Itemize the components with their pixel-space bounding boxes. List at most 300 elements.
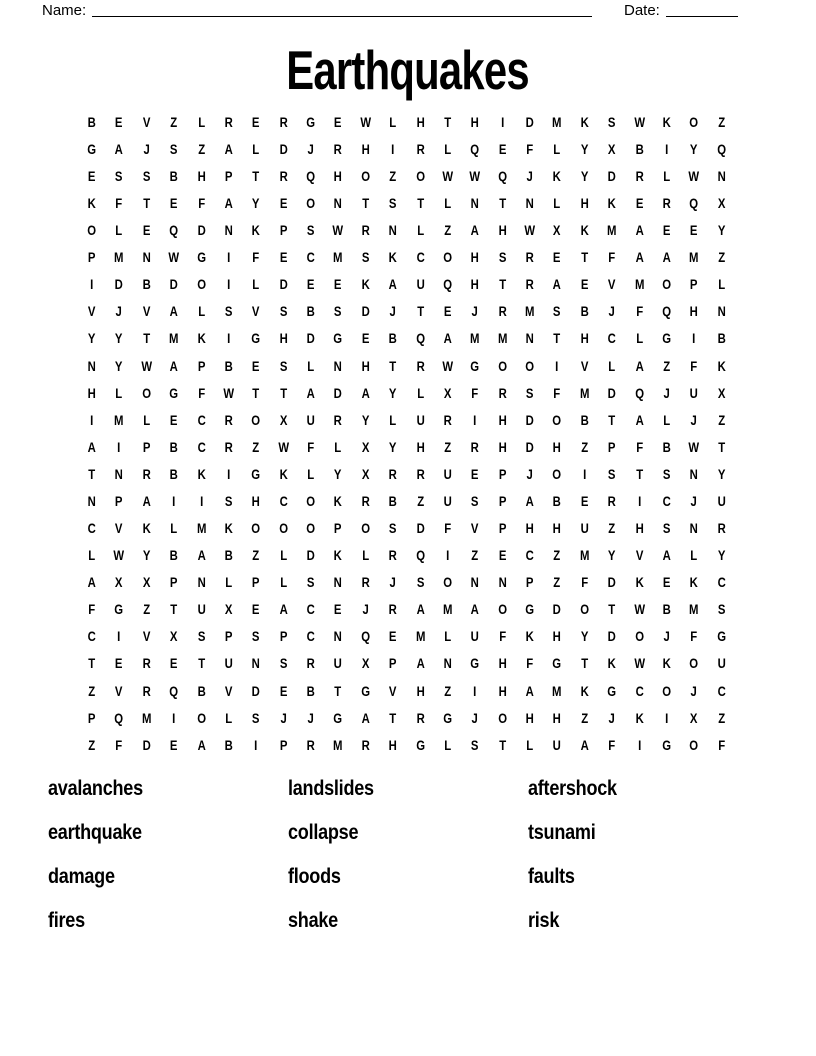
- grid-letter: L: [307, 466, 315, 482]
- grid-letter: P: [87, 710, 96, 726]
- grid-letter: R: [635, 168, 644, 184]
- grid-letter: O: [689, 737, 699, 753]
- grid-letter: I: [226, 466, 231, 482]
- grid-letter: Q: [306, 168, 316, 184]
- grid-letter: D: [416, 521, 425, 537]
- grid-letter: I: [473, 412, 477, 428]
- grid-letter: D: [142, 737, 151, 753]
- grid-letter: N: [142, 250, 151, 266]
- grid-letter: R: [224, 412, 233, 428]
- grid-letter: A: [361, 385, 370, 401]
- grid-letter: K: [525, 629, 534, 645]
- grid-letter: H: [416, 683, 425, 699]
- grid-letter: O: [142, 385, 151, 401]
- grid-letter: J: [663, 629, 670, 645]
- grid-letter: E: [170, 412, 178, 428]
- grid-letter: C: [279, 493, 288, 509]
- grid-letter: Z: [717, 710, 725, 726]
- grid-letter: K: [142, 521, 151, 537]
- grid-letter: F: [690, 629, 698, 645]
- grid-letter: R: [443, 412, 452, 428]
- grid-letter: A: [224, 196, 233, 212]
- word-item: damage: [48, 864, 115, 888]
- grid-letter: G: [251, 466, 261, 482]
- grid-letter: Z: [717, 250, 725, 266]
- word-item: aftershock: [528, 776, 617, 800]
- grid-letter: X: [717, 196, 726, 212]
- grid-letter: A: [580, 737, 589, 753]
- grid-letter: B: [388, 493, 397, 509]
- name-blank-line: [92, 2, 592, 17]
- grid-letter: P: [525, 575, 534, 591]
- grid-letter: Y: [717, 223, 726, 239]
- grid-letter: L: [279, 575, 287, 591]
- grid-letter: N: [470, 575, 480, 591]
- grid-letter: N: [333, 575, 343, 591]
- word-list-column: [528, 776, 768, 952]
- grid-letter: M: [114, 412, 124, 428]
- grid-letter: U: [580, 521, 589, 537]
- grid-letter: Q: [662, 304, 671, 320]
- grid-letter: Q: [470, 141, 480, 157]
- grid-letter: H: [552, 439, 562, 455]
- grid-letter: H: [251, 493, 261, 509]
- word-item: risk: [528, 908, 560, 932]
- grid-letter: I: [226, 331, 231, 347]
- grid-letter: E: [690, 223, 698, 239]
- grid-letter: T: [142, 331, 150, 347]
- grid-letter: U: [416, 412, 425, 428]
- grid-letter: A: [443, 331, 452, 347]
- grid-letter: E: [662, 575, 671, 591]
- grid-letter: Y: [361, 412, 370, 428]
- grid-letter: N: [717, 304, 726, 320]
- grid-letter: W: [277, 439, 289, 455]
- grid-letter: M: [579, 385, 590, 401]
- grid-letter: T: [444, 114, 452, 130]
- grid-letter: K: [580, 683, 589, 699]
- grid-letter: T: [142, 196, 150, 212]
- date-label: Date:: [624, 2, 660, 19]
- grid-letter: F: [608, 250, 616, 266]
- grid-letter: M: [552, 114, 562, 130]
- grid-letter: D: [306, 331, 315, 347]
- grid-letter: B: [142, 277, 151, 293]
- grid-letter: G: [333, 710, 343, 726]
- grid-letter: L: [553, 196, 561, 212]
- grid-letter: J: [389, 304, 396, 320]
- grid-letter: B: [169, 548, 178, 564]
- grid-letter: T: [279, 385, 287, 401]
- grid-letter: E: [334, 277, 342, 293]
- grid-letter: W: [113, 548, 125, 564]
- title-container: [0, 38, 816, 102]
- grid-letter: I: [117, 629, 121, 645]
- grid-letter: C: [607, 331, 616, 347]
- grid-letter: N: [197, 575, 206, 591]
- grid-letter: L: [389, 412, 397, 428]
- grid-letter: Q: [361, 629, 370, 645]
- grid-letter: L: [142, 412, 150, 428]
- grid-letter: U: [717, 493, 726, 509]
- grid-letter: I: [473, 683, 477, 699]
- grid-letter: R: [361, 493, 370, 509]
- grid-letter: L: [635, 331, 643, 347]
- grid-letter: J: [471, 710, 479, 726]
- grid-letter: W: [442, 168, 453, 184]
- grid-letter: V: [115, 521, 123, 537]
- grid-letter: Z: [580, 439, 588, 455]
- grid-letter: E: [334, 114, 342, 130]
- grid-letter: E: [252, 114, 260, 130]
- grid-letter: A: [662, 250, 671, 266]
- grid-letter: X: [690, 710, 698, 726]
- grid-letter: G: [333, 331, 343, 347]
- grid-letter: W: [688, 439, 700, 455]
- grid-letter: Y: [580, 168, 589, 184]
- grid-letter: Z: [88, 683, 96, 699]
- grid-letter: V: [580, 358, 589, 374]
- grid-letter: M: [579, 548, 590, 564]
- grid-letter: H: [333, 168, 343, 184]
- grid-letter: K: [607, 196, 616, 212]
- grid-letter: Q: [169, 223, 179, 239]
- grid-letter: X: [361, 439, 370, 455]
- grid-letter: T: [580, 250, 588, 266]
- grid-letter: H: [361, 358, 370, 374]
- grid-letter: W: [360, 114, 371, 130]
- grid-letter: Z: [170, 114, 178, 130]
- grid-letter: Q: [497, 168, 507, 184]
- grid-letter: E: [580, 493, 589, 509]
- grid-letter: A: [224, 141, 233, 157]
- grid-letter: E: [471, 466, 479, 482]
- grid-letter: G: [361, 683, 370, 699]
- grid-letter: D: [306, 548, 315, 564]
- grid-letter: O: [361, 521, 370, 537]
- grid-letter: D: [607, 385, 616, 401]
- grid-letter: S: [279, 656, 288, 672]
- page-title: Earthquakes: [286, 39, 530, 101]
- grid-letter: H: [498, 223, 507, 239]
- grid-letter: P: [279, 629, 288, 645]
- grid-letter: L: [526, 737, 534, 753]
- grid-letter: K: [580, 114, 589, 130]
- grid-letter: X: [608, 141, 616, 157]
- grid-letter: E: [87, 168, 96, 184]
- grid-letter: B: [662, 602, 671, 618]
- word-item: collapse: [288, 820, 359, 844]
- grid-letter: D: [607, 168, 616, 184]
- grid-letter: I: [90, 277, 94, 293]
- grid-letter: P: [224, 629, 233, 645]
- grid-letter: I: [226, 250, 231, 266]
- grid-letter: T: [252, 385, 260, 401]
- grid-letter: E: [553, 250, 561, 266]
- grid-letter: I: [664, 710, 669, 726]
- grid-letter: N: [87, 358, 96, 374]
- grid-letter: J: [663, 385, 670, 401]
- grid-letter: A: [470, 223, 480, 239]
- grid-letter: N: [689, 521, 699, 537]
- grid-letter: T: [498, 277, 506, 293]
- grid-letter: L: [444, 196, 452, 212]
- grid-letter: G: [525, 602, 535, 618]
- grid-letter: A: [635, 250, 644, 266]
- grid-letter: L: [444, 629, 452, 645]
- grid-letter: S: [525, 385, 534, 401]
- grid-letter: I: [582, 466, 587, 482]
- grid-letter: B: [197, 683, 206, 699]
- date-blank-line: [666, 2, 738, 17]
- grid-letter: L: [690, 548, 698, 564]
- grid-letter: A: [552, 277, 562, 293]
- grid-letter: Z: [389, 168, 397, 184]
- grid-letter: A: [416, 602, 425, 618]
- grid-letter: R: [416, 710, 425, 726]
- grid-letter: S: [224, 304, 233, 320]
- grid-letter: C: [662, 493, 671, 509]
- grid-letter: A: [142, 493, 151, 509]
- grid-letter: R: [333, 412, 343, 428]
- grid-letter: O: [497, 602, 507, 618]
- grid-letter: P: [115, 493, 123, 509]
- grid-letter: A: [87, 439, 96, 455]
- grid-letter: T: [389, 710, 397, 726]
- grid-letter: Z: [444, 683, 452, 699]
- grid-letter: A: [169, 304, 178, 320]
- grid-letter: S: [142, 168, 151, 184]
- grid-letter: J: [526, 168, 533, 184]
- grid-letter: S: [306, 223, 315, 239]
- grid-letter: J: [280, 710, 287, 726]
- grid-letter: N: [689, 466, 699, 482]
- grid-letter: Y: [608, 548, 616, 564]
- grid-letter: Z: [580, 710, 588, 726]
- grid-letter: R: [470, 439, 480, 455]
- grid-letter: A: [197, 548, 206, 564]
- grid-letter: U: [470, 629, 480, 645]
- grid-letter: I: [117, 439, 121, 455]
- grid-letter: V: [608, 277, 616, 293]
- grid-letter: C: [306, 629, 315, 645]
- grid-letter: G: [662, 331, 671, 347]
- grid-letter: J: [362, 602, 369, 618]
- grid-letter: R: [361, 737, 370, 753]
- grid-letter: L: [717, 277, 725, 293]
- word-item: floods: [288, 864, 341, 888]
- grid-letter: K: [361, 277, 370, 293]
- grid-letter: O: [361, 168, 370, 184]
- grid-letter: S: [471, 493, 479, 509]
- grid-letter: X: [115, 575, 123, 591]
- grid-letter: E: [635, 196, 643, 212]
- grid-letter: S: [170, 141, 178, 157]
- grid-letter: S: [717, 602, 726, 618]
- grid-letter: I: [664, 141, 669, 157]
- grid-letter: T: [553, 331, 561, 347]
- grid-letter: I: [172, 493, 176, 509]
- grid-letter: U: [333, 656, 343, 672]
- grid-letter: O: [525, 358, 535, 374]
- grid-letter: F: [498, 629, 506, 645]
- grid-letter: O: [87, 223, 97, 239]
- grid-letter: O: [196, 277, 206, 293]
- grid-letter: W: [688, 168, 700, 184]
- grid-letter: M: [333, 737, 343, 753]
- grid-letter: B: [224, 548, 233, 564]
- grid-letter: E: [279, 196, 288, 212]
- word-item: landslides: [288, 776, 374, 800]
- grid-letter: E: [498, 548, 507, 564]
- grid-letter: B: [717, 331, 726, 347]
- grid-letter: T: [498, 737, 506, 753]
- grid-letter: B: [169, 168, 178, 184]
- grid-letter: G: [716, 629, 726, 645]
- grid-letter: H: [498, 439, 507, 455]
- grid-letter: X: [361, 466, 370, 482]
- grid-letter: A: [306, 385, 315, 401]
- grid-letter: X: [224, 602, 233, 618]
- grid-letter: N: [114, 466, 124, 482]
- grid-letter: Y: [87, 331, 96, 347]
- grid-letter: H: [416, 114, 425, 130]
- grid-letter: A: [470, 602, 480, 618]
- grid-letter: S: [279, 304, 288, 320]
- grid-letter: I: [254, 737, 258, 753]
- grid-letter: R: [388, 602, 397, 618]
- grid-letter: L: [361, 548, 369, 564]
- grid-letter: Q: [169, 683, 179, 699]
- grid-letter: H: [197, 168, 206, 184]
- grid-letter: K: [224, 521, 233, 537]
- grid-letter: E: [252, 602, 260, 618]
- grid-letter: A: [87, 575, 96, 591]
- grid-letter: T: [334, 683, 342, 699]
- grid-letter: Z: [252, 548, 260, 564]
- grid-letter: F: [526, 141, 534, 157]
- grid-letter: I: [226, 277, 231, 293]
- grid-letter: G: [251, 331, 261, 347]
- grid-letter: Y: [334, 466, 342, 482]
- grid-letter: R: [333, 141, 343, 157]
- grid-letter: B: [224, 358, 233, 374]
- grid-letter: O: [443, 250, 452, 266]
- word-list: [48, 776, 768, 952]
- grid-letter: I: [555, 358, 559, 374]
- grid-letter: T: [416, 304, 424, 320]
- grid-letter: H: [87, 385, 96, 401]
- grid-letter: M: [169, 331, 179, 347]
- grid-letter: C: [197, 412, 206, 428]
- grid-letter: P: [498, 493, 507, 509]
- grid-letter: K: [333, 548, 343, 564]
- grid-letter: M: [497, 331, 508, 347]
- grid-letter: L: [334, 439, 342, 455]
- grid-letter: R: [662, 196, 671, 212]
- grid-letter: T: [197, 656, 205, 672]
- grid-letter: D: [279, 141, 288, 157]
- grid-letter: B: [580, 304, 589, 320]
- grid-letter: P: [224, 168, 233, 184]
- grid-letter: S: [252, 629, 260, 645]
- grid-letter: U: [717, 656, 726, 672]
- grid-letter: D: [333, 385, 343, 401]
- grid-letter: F: [526, 656, 534, 672]
- grid-letter: O: [415, 168, 425, 184]
- grid-letter: R: [525, 250, 534, 266]
- grid-letter: X: [553, 223, 561, 239]
- grid-letter: B: [87, 114, 96, 130]
- grid-letter: M: [689, 250, 699, 266]
- grid-letter: H: [498, 683, 507, 699]
- grid-letter: R: [607, 493, 616, 509]
- grid-letter: L: [444, 737, 452, 753]
- grid-letter: O: [306, 521, 316, 537]
- grid-letter: E: [279, 683, 288, 699]
- grid-letter: V: [471, 521, 479, 537]
- grid-letter: C: [525, 548, 534, 564]
- grid-letter: L: [197, 114, 205, 130]
- grid-letter: F: [444, 521, 452, 537]
- grid-letter: T: [608, 412, 616, 428]
- word-list-column: [288, 776, 528, 952]
- grid-letter: V: [87, 304, 96, 320]
- grid-letter: B: [169, 439, 178, 455]
- grid-letter: S: [279, 358, 288, 374]
- grid-letter: N: [251, 656, 261, 672]
- grid-letter: D: [525, 114, 534, 130]
- word-item: avalanches: [48, 776, 143, 800]
- grid-letter: F: [690, 358, 698, 374]
- grid-letter: A: [361, 710, 370, 726]
- grid-letter: H: [552, 521, 562, 537]
- grid-letter: U: [306, 412, 315, 428]
- grid-letter: L: [444, 141, 452, 157]
- grid-letter: X: [279, 412, 288, 428]
- grid-letter: A: [169, 358, 178, 374]
- grid-letter: I: [391, 141, 395, 157]
- grid-letter: Y: [717, 548, 726, 564]
- grid-letter: S: [334, 304, 342, 320]
- grid-letter: T: [416, 196, 424, 212]
- grid-letter: J: [526, 466, 533, 482]
- grid-letter: R: [416, 141, 425, 157]
- grid-letter: Z: [444, 223, 452, 239]
- grid-letter: W: [469, 168, 481, 184]
- grid-letter: K: [197, 331, 206, 347]
- grid-letter: E: [279, 250, 288, 266]
- grid-letter: L: [115, 385, 123, 401]
- grid-letter: B: [169, 466, 178, 482]
- grid-letter: U: [552, 737, 562, 753]
- grid-letter: B: [635, 141, 644, 157]
- grid-letter: A: [279, 602, 288, 618]
- grid-letter: L: [416, 223, 424, 239]
- grid-letter: K: [689, 575, 699, 591]
- grid-letter: F: [252, 250, 260, 266]
- grid-letter: D: [169, 277, 178, 293]
- grid-letter: K: [635, 575, 644, 591]
- grid-letter: K: [635, 710, 644, 726]
- grid-letter: L: [389, 114, 397, 130]
- grid-letter: L: [307, 358, 315, 374]
- grid-letter: M: [634, 277, 644, 293]
- grid-letter: P: [279, 737, 288, 753]
- grid-letter: J: [115, 304, 123, 320]
- grid-letter: P: [142, 439, 151, 455]
- grid-letter: O: [497, 358, 507, 374]
